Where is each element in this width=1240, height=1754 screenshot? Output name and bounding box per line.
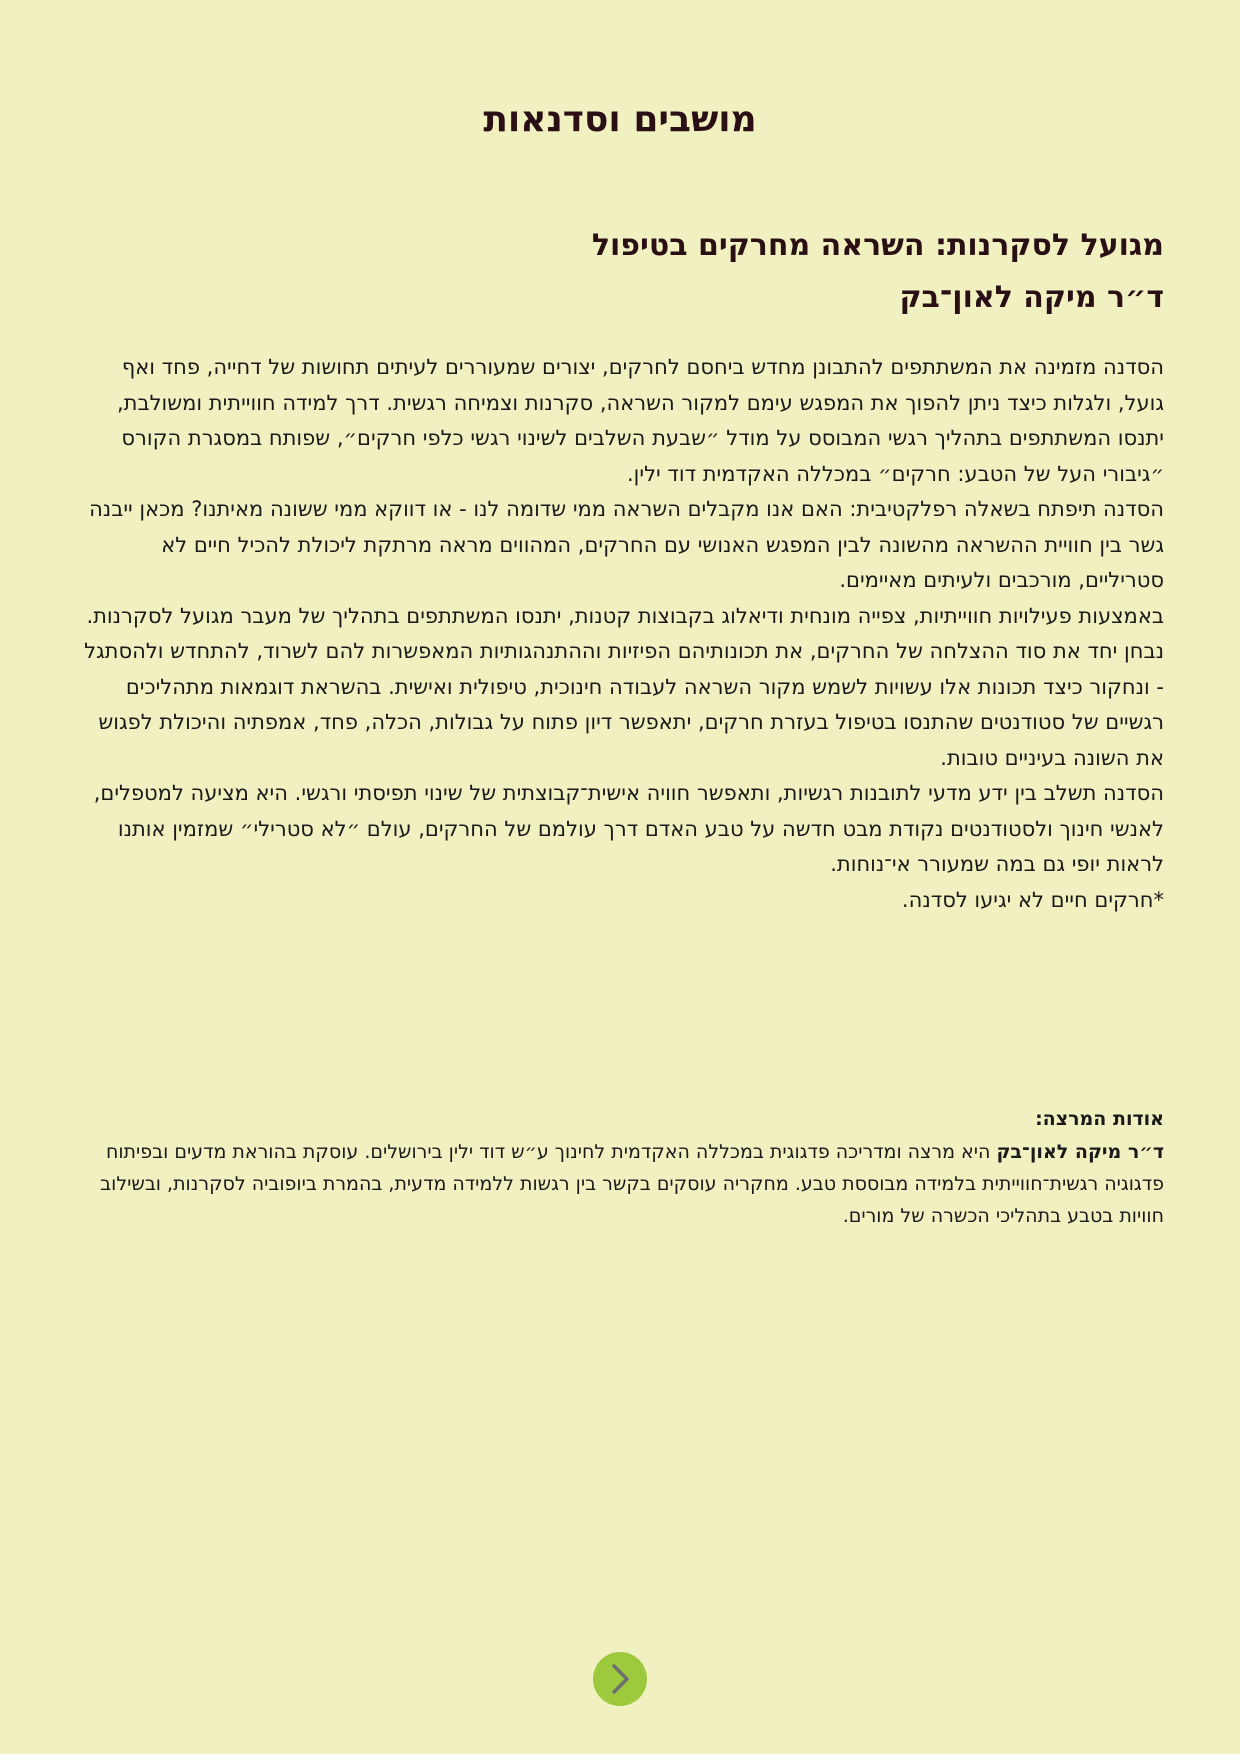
chevron-right-icon <box>607 1662 633 1696</box>
description-paragraph: הסדנה מזמינה את המשתתפים להתבונן מחדש ביחסם לחרקים, יצורים שמעוררים לעיתים תחושות של דחייה, פחד ואף גועל, ולגלות כיצד ניתן להפוך את המפגש עימם למקור השראה, סקרנות וצמיחה רגשית. דרך למידה חווייתית ומשולבת, יתנסו המשתתפים בתהליך רגשי המבוסס על מודל ״שבעת השלבים לשינוי רגשי כלפי חרקים״, שפותח במסגרת הקורס ״גיבורי העל של הטבע: חרקים״ במכללה האקדמית דוד ילין. <box>116 355 1164 486</box>
next-page-button[interactable] <box>593 1652 647 1706</box>
description-paragraph: הסדנה תיפתח בשאלה רפלקטיבית: האם אנו מקבלים השראה ממי שדומה לנו - או דווקא ממי ששונה מאיתנו? מכאן ייבנה גשר בין חוויית ההשראה מהשונה לבין המפגש האנושי עם החרקים, המהווים מראה מרתקת ליכולת להכיל חיים לא סטריליים, מורכבים ולעיתים מאיימים. <box>89 497 1164 592</box>
session-presenter: ד״ר מיקה לאון־בק <box>899 280 1164 315</box>
description-note: *חרקים חיים לא יגיעו לסדנה. <box>901 887 1164 912</box>
about-text <box>76 1136 1164 1232</box>
about-bio: היא מרצה ומדריכה פדגוגית במכללה האקדמית לחינוך ע״ש דוד ילין בירושלים. עוסקת בהוראת מדעים ובפיתוח פדגוגיה רגשית־חווייתית בלמידה מבוססת טבע. מחקריה עוסקים בקשר בין רגשות ללמידה מדעית, בהמרת ביופוביה לסקרנות, ובשילוב חוויות בטבע בתהליכי הכשרה של מורים. <box>100 1141 1164 1227</box>
about-presenter-name: ד״ר מיקה לאון־בק <box>996 1141 1164 1163</box>
about-heading: אודות המרצה: <box>1035 1108 1164 1130</box>
about-presenter-section <box>76 1104 1164 1232</box>
session-title: מגועל לסקרנות: השראה מחרקים בטיפול <box>591 228 1164 263</box>
session-description <box>76 350 1164 918</box>
session-heading <box>76 220 1164 324</box>
page-title: מושבים וסדנאות <box>483 99 757 140</box>
description-paragraph: הסדנה תשלב בין ידע מדעי לתובנות רגשיות, ותאפשר חוויה אישית־קבוצתית של שינוי תפיסתי ורגשי. היא מציעה למטפלים, לאנשי חינוך ולסטודנטים נקודת מבט חדשה על טבע האדם דרך עולמם של החרקים, עולם ״לא סטרילי״ שמזמין אותנו לראות יופי גם במה שמעורר אי־נוחות. <box>93 781 1164 876</box>
description-paragraph: באמצעות פעילויות חווייתיות, צפייה מונחית ודיאלוג בקבוצות קטנות, יתנסו המשתתפים בתהליך של מעבר מגועל לסקרנות. נבחן יחד את סוד ההצלחה של החרקים, את תכונותיהם הפיזיות וההתנהגותיות המאפשרות להם לשרוד, להתחדש ולהסתגל - ונחקור כיצד תכונות אלו עשויות לשמש מקור השראה לעבודה חינוכית, טיפולית ואישית. בהשראת דוגמאות מתהליכים רגשיים של סטודנטים שהתנסו בטיפול בעזרת חרקים, יתאפשר דיון פתוח על גבולות, הכלה, פחד, אמפתיה והיכולת לפגוש את השונה בעיניים טובות. <box>84 603 1164 770</box>
